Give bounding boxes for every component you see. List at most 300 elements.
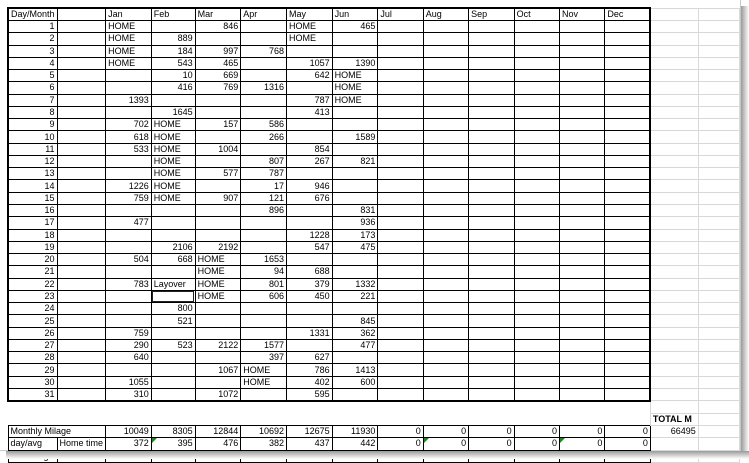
gap-cell[interactable] bbox=[698, 241, 739, 253]
mileage-cell-apr[interactable]: 94 bbox=[241, 266, 287, 278]
mileage-cell-empty[interactable] bbox=[469, 192, 514, 204]
mileage-cell-jun[interactable] bbox=[332, 168, 378, 180]
mileage-cell-empty[interactable] bbox=[423, 21, 468, 33]
mileage-cell-jun[interactable]: 1413 bbox=[332, 364, 378, 376]
mileage-cell-empty[interactable] bbox=[605, 57, 650, 69]
mileage-cell-empty[interactable] bbox=[605, 339, 650, 351]
mileage-cell-mar[interactable]: 846 bbox=[195, 21, 241, 33]
mileage-cell-mar[interactable] bbox=[195, 303, 241, 315]
mileage-cell-empty[interactable] bbox=[514, 204, 559, 216]
mileage-cell-empty[interactable] bbox=[559, 168, 604, 180]
day-label-cell[interactable]: 13 bbox=[8, 168, 57, 180]
mileage-cell-feb[interactable]: 800 bbox=[151, 303, 195, 315]
mileage-cell-apr[interactable]: 606 bbox=[241, 290, 287, 302]
mileage-cell-mar[interactable] bbox=[195, 33, 241, 45]
mileage-cell-empty[interactable] bbox=[605, 180, 650, 192]
gap-cell[interactable] bbox=[650, 254, 698, 266]
mileage-cell-jun[interactable]: HOME bbox=[332, 70, 378, 82]
mileage-cell-apr[interactable]: HOME bbox=[241, 364, 287, 376]
blank-cell[interactable] bbox=[57, 119, 106, 131]
day-avg-value[interactable]: 0 bbox=[514, 438, 559, 450]
mileage-cell-empty[interactable] bbox=[559, 204, 604, 216]
day-label-cell[interactable]: 29 bbox=[8, 364, 57, 376]
mileage-cell-may[interactable] bbox=[286, 254, 332, 266]
mileage-cell-apr[interactable]: 17 bbox=[241, 180, 287, 192]
mileage-cell-empty[interactable] bbox=[423, 82, 468, 94]
mileage-cell-apr[interactable] bbox=[241, 70, 287, 82]
gap-cell[interactable] bbox=[650, 180, 698, 192]
month-header-nov[interactable]: Nov bbox=[559, 8, 604, 21]
mileage-cell-empty[interactable] bbox=[423, 266, 468, 278]
mileage-cell-empty[interactable] bbox=[469, 290, 514, 302]
mileage-cell-empty[interactable] bbox=[514, 327, 559, 339]
day-avg-note[interactable]: Home time bbox=[57, 438, 106, 450]
mileage-cell-empty[interactable] bbox=[423, 180, 468, 192]
mileage-cell-empty[interactable] bbox=[514, 229, 559, 241]
mileage-cell-empty[interactable] bbox=[514, 45, 559, 57]
gap-cell[interactable] bbox=[698, 82, 739, 94]
mileage-cell-empty[interactable] bbox=[423, 303, 468, 315]
blank-cell[interactable] bbox=[57, 364, 106, 376]
day-label-cell[interactable]: 27 bbox=[8, 339, 57, 351]
gap-cell[interactable] bbox=[698, 57, 739, 69]
blank-cell[interactable] bbox=[57, 290, 106, 302]
mileage-cell-apr[interactable]: 768 bbox=[241, 45, 287, 57]
gap-cell[interactable] bbox=[698, 180, 739, 192]
mileage-cell-may[interactable]: 946 bbox=[286, 180, 332, 192]
mileage-cell-empty[interactable] bbox=[423, 254, 468, 266]
mileage-cell-empty[interactable] bbox=[514, 254, 559, 266]
mileage-cell-jan[interactable]: HOME bbox=[106, 57, 152, 69]
blank-cell[interactable] bbox=[57, 278, 106, 290]
day-label-cell[interactable]: 15 bbox=[8, 192, 57, 204]
gap-cell[interactable] bbox=[650, 155, 698, 167]
mileage-cell-may[interactable] bbox=[286, 119, 332, 131]
mileage-cell-jun[interactable] bbox=[332, 45, 378, 57]
mileage-cell-empty[interactable] bbox=[559, 45, 604, 57]
mileage-cell-mar[interactable]: HOME bbox=[195, 254, 241, 266]
mileage-cell-apr[interactable]: 1316 bbox=[241, 82, 287, 94]
gap-cell[interactable] bbox=[698, 426, 739, 438]
mileage-cell-apr[interactable] bbox=[241, 33, 287, 45]
mileage-cell-may[interactable] bbox=[286, 339, 332, 351]
mileage-cell-empty[interactable] bbox=[423, 352, 468, 364]
mileage-cell-feb[interactable]: 521 bbox=[151, 315, 195, 327]
mileage-cell-may[interactable] bbox=[286, 303, 332, 315]
day-label-cell[interactable]: 6 bbox=[8, 82, 57, 94]
mileage-cell-may[interactable] bbox=[286, 131, 332, 143]
mileage-cell-empty[interactable] bbox=[469, 278, 514, 290]
mileage-cell-empty[interactable] bbox=[469, 376, 514, 388]
mileage-cell-empty[interactable] bbox=[559, 70, 604, 82]
mileage-cell-empty[interactable] bbox=[423, 106, 468, 118]
mileage-cell-empty[interactable] bbox=[605, 241, 650, 253]
gap-cell[interactable] bbox=[698, 192, 739, 204]
blank-cell[interactable] bbox=[57, 266, 106, 278]
mileage-cell-empty[interactable] bbox=[514, 339, 559, 351]
month-header-jun[interactable]: Jun bbox=[332, 8, 378, 21]
mileage-cell-empty[interactable] bbox=[423, 376, 468, 388]
month-header-may[interactable]: May bbox=[286, 8, 332, 21]
mileage-cell-empty[interactable] bbox=[469, 33, 514, 45]
mileage-cell-empty[interactable] bbox=[605, 33, 650, 45]
mileage-cell-mar[interactable]: HOME bbox=[195, 290, 241, 302]
day-avg-value[interactable]: 0 bbox=[423, 438, 468, 450]
mileage-cell-may[interactable] bbox=[286, 82, 332, 94]
mileage-cell-feb[interactable]: 523 bbox=[151, 339, 195, 351]
mileage-cell-feb[interactable] bbox=[151, 388, 195, 401]
gap-cell[interactable] bbox=[698, 290, 739, 302]
mileage-cell-apr[interactable]: HOME bbox=[241, 376, 287, 388]
gap-cell[interactable] bbox=[650, 33, 698, 45]
gap-cell[interactable] bbox=[698, 438, 739, 450]
mileage-cell-may[interactable]: 676 bbox=[286, 192, 332, 204]
day-avg-value[interactable]: 437 bbox=[286, 438, 332, 450]
mileage-cell-may[interactable]: 627 bbox=[286, 352, 332, 364]
mileage-cell-empty[interactable] bbox=[378, 303, 423, 315]
mileage-cell-empty[interactable] bbox=[378, 33, 423, 45]
mileage-cell-empty[interactable] bbox=[423, 57, 468, 69]
mileage-cell-empty[interactable] bbox=[559, 364, 604, 376]
mileage-cell-empty[interactable] bbox=[514, 376, 559, 388]
mileage-cell-empty[interactable] bbox=[559, 327, 604, 339]
mileage-cell-jun[interactable]: 831 bbox=[332, 204, 378, 216]
day-label-cell[interactable]: 10 bbox=[8, 131, 57, 143]
monthly-milage-value[interactable]: 0 bbox=[605, 426, 650, 438]
month-header-jul[interactable]: Jul bbox=[378, 8, 423, 21]
blank-cell[interactable] bbox=[57, 254, 106, 266]
blank-cell[interactable] bbox=[57, 155, 106, 167]
mileage-cell-may[interactable]: HOME bbox=[286, 33, 332, 45]
mileage-cell-may[interactable]: 1057 bbox=[286, 57, 332, 69]
mileage-cell-jan[interactable]: 702 bbox=[106, 119, 152, 131]
mileage-cell-apr[interactable]: 1653 bbox=[241, 254, 287, 266]
mileage-cell-empty[interactable] bbox=[378, 131, 423, 143]
mileage-cell-apr[interactable] bbox=[241, 327, 287, 339]
mileage-cell-jan[interactable] bbox=[106, 168, 152, 180]
gap-cell[interactable] bbox=[650, 94, 698, 106]
mileage-cell-empty[interactable] bbox=[423, 217, 468, 229]
mileage-cell-mar[interactable]: 1004 bbox=[195, 143, 241, 155]
mileage-cell-mar[interactable]: HOME bbox=[195, 278, 241, 290]
blank-cell[interactable] bbox=[57, 33, 106, 45]
mileage-cell-apr[interactable]: 807 bbox=[241, 155, 287, 167]
mileage-cell-empty[interactable] bbox=[605, 352, 650, 364]
mileage-cell-apr[interactable]: 787 bbox=[241, 168, 287, 180]
mileage-cell-feb[interactable]: 889 bbox=[151, 33, 195, 45]
gap-cell[interactable] bbox=[650, 119, 698, 131]
gap-cell[interactable] bbox=[698, 352, 739, 364]
day-label-cell[interactable]: 7 bbox=[8, 94, 57, 106]
gap-cell[interactable] bbox=[650, 388, 698, 401]
mileage-cell-empty[interactable] bbox=[605, 70, 650, 82]
mileage-cell-empty[interactable] bbox=[469, 388, 514, 401]
mileage-cell-empty[interactable] bbox=[378, 315, 423, 327]
gap-cell[interactable] bbox=[650, 327, 698, 339]
mileage-cell-jan[interactable]: 759 bbox=[106, 327, 152, 339]
month-header-jan[interactable]: Jan bbox=[106, 8, 152, 21]
mileage-cell-empty[interactable] bbox=[423, 131, 468, 143]
mileage-cell-empty[interactable] bbox=[423, 327, 468, 339]
day-label-cell[interactable]: 2 bbox=[8, 33, 57, 45]
mileage-cell-empty[interactable] bbox=[605, 327, 650, 339]
day-label-cell[interactable]: 9 bbox=[8, 119, 57, 131]
gap-cell[interactable] bbox=[650, 217, 698, 229]
gap-cell[interactable] bbox=[698, 106, 739, 118]
blank-cell[interactable] bbox=[57, 192, 106, 204]
gap-cell[interactable] bbox=[650, 57, 698, 69]
mileage-cell-empty[interactable] bbox=[605, 217, 650, 229]
mileage-cell-jun[interactable]: 465 bbox=[332, 21, 378, 33]
total-mileage-value[interactable]: 66495 bbox=[650, 426, 698, 438]
mileage-cell-empty[interactable] bbox=[378, 204, 423, 216]
mileage-cell-empty[interactable] bbox=[469, 229, 514, 241]
mileage-cell-feb[interactable]: 668 bbox=[151, 254, 195, 266]
blank-cell[interactable] bbox=[57, 315, 106, 327]
gap-cell[interactable] bbox=[698, 229, 739, 241]
mileage-cell-empty[interactable] bbox=[378, 339, 423, 351]
mileage-cell-mar[interactable]: 769 bbox=[195, 82, 241, 94]
mileage-cell-apr[interactable] bbox=[241, 57, 287, 69]
mileage-cell-empty[interactable] bbox=[469, 131, 514, 143]
mileage-cell-empty[interactable] bbox=[423, 278, 468, 290]
gap-cell[interactable] bbox=[698, 143, 739, 155]
mileage-cell-apr[interactable]: 121 bbox=[241, 192, 287, 204]
mileage-cell-may[interactable]: 595 bbox=[286, 388, 332, 401]
mileage-cell-empty[interactable] bbox=[514, 70, 559, 82]
gap-cell[interactable] bbox=[650, 143, 698, 155]
mileage-cell-empty[interactable] bbox=[378, 119, 423, 131]
mileage-cell-empty[interactable] bbox=[514, 388, 559, 401]
blank-header-cell[interactable] bbox=[57, 8, 106, 21]
mileage-cell-empty[interactable] bbox=[514, 217, 559, 229]
gap-cell[interactable] bbox=[698, 278, 739, 290]
mileage-cell-empty[interactable] bbox=[559, 376, 604, 388]
mileage-cell-empty[interactable] bbox=[378, 376, 423, 388]
mileage-cell-empty[interactable] bbox=[605, 192, 650, 204]
gap-cell[interactable] bbox=[698, 401, 739, 413]
gap-cell[interactable] bbox=[698, 217, 739, 229]
mileage-cell-mar[interactable] bbox=[195, 352, 241, 364]
mileage-cell-jun[interactable]: HOME bbox=[332, 94, 378, 106]
mileage-cell-apr[interactable]: 586 bbox=[241, 119, 287, 131]
mileage-cell-empty[interactable] bbox=[423, 94, 468, 106]
gap-cell[interactable] bbox=[698, 33, 739, 45]
mileage-cell-empty[interactable] bbox=[559, 180, 604, 192]
mileage-cell-feb[interactable]: Layover bbox=[151, 278, 195, 290]
mileage-cell-empty[interactable] bbox=[559, 303, 604, 315]
mileage-cell-empty[interactable] bbox=[378, 21, 423, 33]
monthly-milage-value[interactable]: 10692 bbox=[241, 426, 287, 438]
day-avg-value[interactable]: 476 bbox=[195, 438, 241, 450]
mileage-cell-jun[interactable]: 1332 bbox=[332, 278, 378, 290]
mileage-cell-jan[interactable] bbox=[106, 290, 152, 302]
mileage-cell-empty[interactable] bbox=[469, 241, 514, 253]
mileage-cell-empty[interactable] bbox=[605, 168, 650, 180]
mileage-cell-jun[interactable] bbox=[332, 266, 378, 278]
gap-cell[interactable] bbox=[650, 192, 698, 204]
month-header-mar[interactable]: Mar bbox=[195, 8, 241, 21]
mileage-cell-jan[interactable]: 290 bbox=[106, 339, 152, 351]
mileage-cell-jun[interactable]: 221 bbox=[332, 290, 378, 302]
mileage-cell-empty[interactable] bbox=[423, 241, 468, 253]
mileage-cell-empty[interactable] bbox=[559, 94, 604, 106]
day-avg-value[interactable]: 442 bbox=[332, 438, 378, 450]
mileage-cell-empty[interactable] bbox=[605, 229, 650, 241]
mileage-cell-empty[interactable] bbox=[378, 290, 423, 302]
mileage-cell-feb[interactable]: HOME bbox=[151, 168, 195, 180]
blank-cell[interactable] bbox=[57, 303, 106, 315]
gap-cell[interactable] bbox=[698, 266, 739, 278]
mileage-cell-empty[interactable] bbox=[514, 192, 559, 204]
mileage-cell-jun[interactable] bbox=[332, 119, 378, 131]
mileage-cell-jan[interactable]: 759 bbox=[106, 192, 152, 204]
mileage-cell-empty[interactable] bbox=[559, 21, 604, 33]
mileage-cell-empty[interactable] bbox=[378, 266, 423, 278]
mileage-cell-empty[interactable] bbox=[514, 290, 559, 302]
day-label-cell[interactable]: 18 bbox=[8, 229, 57, 241]
monthly-milage-value[interactable]: 11930 bbox=[332, 426, 378, 438]
corner-header-cell[interactable]: Day/Month bbox=[8, 8, 57, 21]
mileage-cell-jan[interactable] bbox=[106, 315, 152, 327]
day-label-cell[interactable]: 31 bbox=[8, 388, 57, 401]
mileage-cell-empty[interactable] bbox=[378, 155, 423, 167]
mileage-cell-jun[interactable]: 475 bbox=[332, 241, 378, 253]
mileage-cell-mar[interactable] bbox=[195, 94, 241, 106]
mileage-cell-mar[interactable]: HOME bbox=[195, 266, 241, 278]
day-label-cell[interactable]: 1 bbox=[8, 21, 57, 33]
day-label-cell[interactable]: 4 bbox=[8, 57, 57, 69]
mileage-cell-may[interactable]: HOME bbox=[286, 21, 332, 33]
mileage-cell-jun[interactable]: 821 bbox=[332, 155, 378, 167]
mileage-cell-jun[interactable] bbox=[332, 352, 378, 364]
mileage-cell-jun[interactable] bbox=[332, 303, 378, 315]
mileage-cell-apr[interactable] bbox=[241, 241, 287, 253]
mileage-cell-empty[interactable] bbox=[378, 327, 423, 339]
mileage-cell-apr[interactable]: 266 bbox=[241, 131, 287, 143]
gap-cell[interactable] bbox=[698, 131, 739, 143]
monthly-milage-value[interactable]: 12844 bbox=[195, 426, 241, 438]
day-avg-value[interactable]: 372 bbox=[106, 438, 152, 450]
day-avg-value[interactable]: 0 bbox=[469, 438, 514, 450]
mileage-cell-empty[interactable] bbox=[514, 155, 559, 167]
mileage-cell-empty[interactable] bbox=[605, 45, 650, 57]
day-avg-value[interactable]: 382 bbox=[241, 438, 287, 450]
month-header-sep[interactable]: Sep bbox=[469, 8, 514, 21]
mileage-cell-empty[interactable] bbox=[514, 180, 559, 192]
monthly-milage-value[interactable]: 0 bbox=[469, 426, 514, 438]
mileage-cell-empty[interactable] bbox=[559, 217, 604, 229]
mileage-cell-feb[interactable]: HOME bbox=[151, 180, 195, 192]
mileage-cell-empty[interactable] bbox=[514, 21, 559, 33]
day-label-cell[interactable]: 20 bbox=[8, 254, 57, 266]
mileage-cell-mar[interactable]: 997 bbox=[195, 45, 241, 57]
mileage-cell-feb[interactable] bbox=[151, 94, 195, 106]
mileage-cell-feb[interactable]: 2106 bbox=[151, 241, 195, 253]
mileage-cell-may[interactable]: 787 bbox=[286, 94, 332, 106]
mileage-cell-may[interactable]: 854 bbox=[286, 143, 332, 155]
mileage-cell-empty[interactable] bbox=[559, 278, 604, 290]
mileage-cell-empty[interactable] bbox=[378, 45, 423, 57]
mileage-cell-empty[interactable] bbox=[559, 388, 604, 401]
gap-cell[interactable] bbox=[698, 21, 739, 33]
gap-cell[interactable] bbox=[698, 70, 739, 82]
mileage-cell-jan[interactable] bbox=[106, 82, 152, 94]
mileage-cell-empty[interactable] bbox=[605, 204, 650, 216]
day-label-cell[interactable]: 8 bbox=[8, 106, 57, 118]
mileage-cell-mar[interactable]: 1067 bbox=[195, 364, 241, 376]
mileage-cell-empty[interactable] bbox=[469, 180, 514, 192]
mileage-cell-jun[interactable] bbox=[332, 180, 378, 192]
mileage-cell-jan[interactable] bbox=[106, 364, 152, 376]
mileage-cell-feb[interactable] bbox=[151, 290, 195, 302]
mileage-cell-empty[interactable] bbox=[469, 168, 514, 180]
mileage-cell-empty[interactable] bbox=[423, 315, 468, 327]
gap-cell[interactable] bbox=[698, 315, 739, 327]
mileage-cell-empty[interactable] bbox=[378, 364, 423, 376]
mileage-cell-empty[interactable] bbox=[514, 364, 559, 376]
mileage-cell-jan[interactable]: 504 bbox=[106, 254, 152, 266]
mileage-cell-empty[interactable] bbox=[559, 82, 604, 94]
mileage-cell-empty[interactable] bbox=[514, 266, 559, 278]
gap-cell[interactable] bbox=[698, 168, 739, 180]
monthly-milage-label[interactable]: Monthly Milage bbox=[8, 426, 106, 438]
blank-cell[interactable] bbox=[57, 106, 106, 118]
mileage-cell-empty[interactable] bbox=[559, 131, 604, 143]
mileage-cell-mar[interactable]: 2122 bbox=[195, 339, 241, 351]
gap-cell[interactable] bbox=[698, 8, 739, 21]
mileage-cell-feb[interactable]: 184 bbox=[151, 45, 195, 57]
mileage-cell-empty[interactable] bbox=[514, 82, 559, 94]
mileage-cell-apr[interactable] bbox=[241, 388, 287, 401]
mileage-cell-mar[interactable] bbox=[195, 376, 241, 388]
mileage-cell-empty[interactable] bbox=[469, 119, 514, 131]
mileage-cell-empty[interactable] bbox=[605, 155, 650, 167]
blank-cell[interactable] bbox=[57, 131, 106, 143]
mileage-cell-feb[interactable]: 1645 bbox=[151, 106, 195, 118]
day-label-cell[interactable]: 5 bbox=[8, 70, 57, 82]
gap-cell[interactable] bbox=[698, 254, 739, 266]
mileage-cell-empty[interactable] bbox=[469, 45, 514, 57]
mileage-cell-jun[interactable]: 936 bbox=[332, 217, 378, 229]
mileage-cell-jun[interactable] bbox=[332, 254, 378, 266]
monthly-milage-value[interactable]: 12675 bbox=[286, 426, 332, 438]
mileage-cell-empty[interactable] bbox=[514, 131, 559, 143]
mileage-cell-may[interactable]: 450 bbox=[286, 290, 332, 302]
mileage-cell-apr[interactable] bbox=[241, 143, 287, 155]
mileage-cell-jan[interactable]: 1055 bbox=[106, 376, 152, 388]
day-label-cell[interactable]: 19 bbox=[8, 241, 57, 253]
mileage-cell-empty[interactable] bbox=[559, 192, 604, 204]
mileage-cell-may[interactable]: 642 bbox=[286, 70, 332, 82]
mileage-cell-empty[interactable] bbox=[423, 192, 468, 204]
mileage-cell-empty[interactable] bbox=[378, 106, 423, 118]
blank-cell[interactable] bbox=[57, 241, 106, 253]
gap-cell[interactable] bbox=[650, 82, 698, 94]
mileage-cell-mar[interactable] bbox=[195, 155, 241, 167]
mileage-cell-feb[interactable] bbox=[151, 204, 195, 216]
mileage-cell-empty[interactable] bbox=[423, 155, 468, 167]
mileage-cell-mar[interactable] bbox=[195, 217, 241, 229]
mileage-cell-empty[interactable] bbox=[423, 143, 468, 155]
mileage-cell-feb[interactable] bbox=[151, 266, 195, 278]
gap-cell[interactable] bbox=[650, 278, 698, 290]
mileage-cell-empty[interactable] bbox=[378, 57, 423, 69]
mileage-cell-empty[interactable] bbox=[469, 352, 514, 364]
mileage-cell-mar[interactable]: 157 bbox=[195, 119, 241, 131]
mileage-cell-empty[interactable] bbox=[605, 94, 650, 106]
mileage-cell-empty[interactable] bbox=[559, 229, 604, 241]
